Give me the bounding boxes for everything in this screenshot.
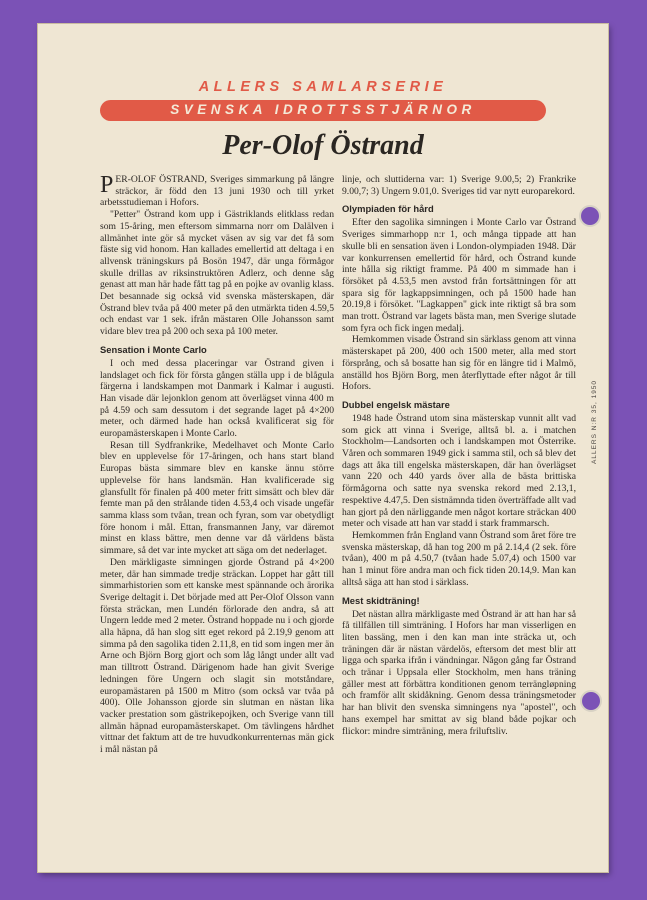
article-title: Per-Olof Östrand [222,130,424,161]
paragraph: 1948 hade Östrand utom sina mästerskap vunnit allt vad som gick att vinna i Sverige, alltså bl. a. i matchen Stockholm—Landsorten och i landskampen mot Österrike. Våren och sommaren 1949 gick i samma stil, och så blev det dags att åka till engelska mästerskapen, där han överlägset vann 220 och 440 yards över alla de bästa brittiska förmågorna och satte nya svenska rekord med 2.13,1, respektive 4.47,5. Den sistnämnda tiden överträffade allt vad han gjort på den närliggande men något kortare sträckan 400 meter och visade att han var stadd i stark frammarsch. [342,412,576,530]
binder-hole-bottom [580,690,602,712]
intro-text: ER-OLOF ÖSTRAND, Sveriges simmarkung på längre sträckor, är född den 13 juni 1930 och till yrket arbetsstudieman i Hofors. [100,174,334,209]
issue-reference: ALLERS N:R 35, 1950 [591,379,598,464]
paragraph: Resan till Sydfrankrike, Medelhavet och Monte Carlo blev en upplevelse för 17-åringen, och hans start bland Europas bästa simmare blev en kanske ännu större upplevelse för hans landsmän. Han kvalificerade sig glansfullt för finalen på 400 meter fritt simsätt och blev där femte man på den strålande tiden 4.53,4 och visade ungefär samma klass som tvåan, trean och fyran, som var obetydligt före honom i mål. Ettan, fransmannen Jany, var däremot minst en klass bättre, men denne var då världens bästa simmare, så det var inte mycket att säga om det nederlaget. [100,439,334,557]
right-column [342,174,576,737]
paragraph: I och med dessa placeringar var Östrand given i landslaget och fick för första gången ställa upp i de blågula färgerna i landskampen mot Danmark i Kalmar i augusti. Han visade där lejonklon genom att överlägset vinna 400 m på 4.59 och sam dessutom i det segrande laget på 4×200 meter, och därmed hade han också kvalificerat sig för europamästerskapen i Monte Carlo. [100,357,334,440]
paragraph: Hemkommen från England vann Östrand som året före tre svenska mästerskap, då han tog 200 m på 2.14,4 (2 sek. före tvåan), 400 m på 4.50,7 (tvåan hade 5.07,4) och 1500 var han 1 minut före andra man och fick tiden 20.14,9. Man kan alltså säga att han stod i särklass. [342,529,576,588]
section-heading: Dubbel engelsk mästare [342,398,450,410]
binder-hole-top [579,205,601,227]
paragraph: "Petter" Östrand kom upp i Gästriklands elitklass redan som 15-åring, men eftersom simmarna norr om Dalälven i allmänhet inte gör så mycket väsen av sig var det få som fäste sig vid honom. Han kallades emellertid att deltaga i en allvensk träningskurs på Bosön 1947, där unga förmågor skulle drillas av riksinstruktören Adlerz, och denne såg genast att man här hade fått tag på en pojke av ovanlig klass. Det besannade sig också vid svenska mästerskapen, där Östrand blev tvåa på 400 meter på den utmärkta tiden 4.59,5 och endast var 1 sek. ifrån mästaren Olle Johansson samt vidare blev trea på 200 och sexa på 100 meter. [100,209,334,338]
intro-paragraph [100,174,334,209]
paragraph: Efter den sagolika simningen i Monte Carlo var Östrand Sveriges simmarhopp n:r 1, och många tippade att han skulle bli en sensation även i London-olympiaden 1948. Där var konkurrensen emellertid för hård, och Östrand kunde inte hålla sig riktigt framme. På 400 m simmade han i försöket på 4.53,5 men avstod från fortsättningen för att spara sig för lagkappsimningen, och på 1500 hade han 20.19,8 i försöket. "Lagkappen" gick inte riktigt så bra som man trott. Östrand var lagets bästa man, men Sverige slutade som fyra och fick ingen medalj. [342,217,576,334]
paragraph: Hemkommen visade Östrand sin särklass genom att vinna mästerskapet på 200, 400 och 1500 meter, alla med stort försprång, och så bosatte han sig för en längre tid i Malmö, anställd hos Björn Borg, men återflyttade efter något år till Hofors. [342,334,576,393]
section-heading: Olympiaden för hård [342,203,434,215]
paragraph: Den märkligaste simningen gjorde Östrand på 4×200 meter, där han simmade tredje sträckan. Loppet har gått till simmarhistorien som ett kanske mest spännande och ärorika Sverige deltagit i. Det började med att Per-Olof Olsson vann första sträckan, men Lundén förlorade den andra, så att Ungern ledde med 2 meter. Östrand hoppade nu i och gjorde alla häpna, då han slog sitt eget rekord på 2.19,9 genom att simma på den sagolika tiden 2.11,8, en tid som ingen mer än Arne och Björn Borg gjort och som låg långt under allt vad man tilltrott Östrand. Därigenom hade han givit Sverige ledningen före Ungern och slagit sin motståndare, europamästaren på 1500 m Mitro (som också var tvåa på 400). Olle Johansson gjorde sin slutman en nästan lika vacker prestation som gästrikepojken, och Sverige vann till allmän häpnad europamästerskapet. Om tävlingens hårdhet vittnar det faktum att de tre huvudkonkurrenternas män gick i mål nästan på [100,556,334,756]
paragraph: linje, och sluttiderna var: 1) Sverige 9.00,5; 2) Frankrike 9.00,7; 3) Ungern 9.01,0. Sveriges tid var nytt europarekord. [342,174,576,197]
category-banner-text: SVENSKA IDROTTSSTJÄRNOR [170,102,476,117]
section-heading: Mest skidträning! [342,594,420,606]
drop-cap: P [100,172,114,198]
paragraph: Det nästan allra märkligaste med Östrand är att han har så få tillfällen till simträning. I Hofors har man visserligen en liten bassäng, men i den kan man inte sträcka ut, och träningen där är nästan värdelös, eftersom det mest blir att ligga och sparka ifrån i vändningar. Någon gång far Östrand och tränar i Uppsala eller Stockholm, men hans träning gäller mest att förbättra konditionen genom terrängløpning och framför allt skidåkning. Genom dessa träningsmetoder har han blivit den svenska simningens nya "apostel", och hans exempel har smittat av sig bland både pojkar och flickor: mindre simträning, mera friluftsliv. [342,608,576,737]
left-column [100,174,334,756]
magazine-page [38,24,608,872]
section-heading: Sensation i Monte Carlo [100,343,207,355]
series-heading: ALLERS SAMLARSERIE [198,79,448,95]
category-banner [100,100,546,121]
